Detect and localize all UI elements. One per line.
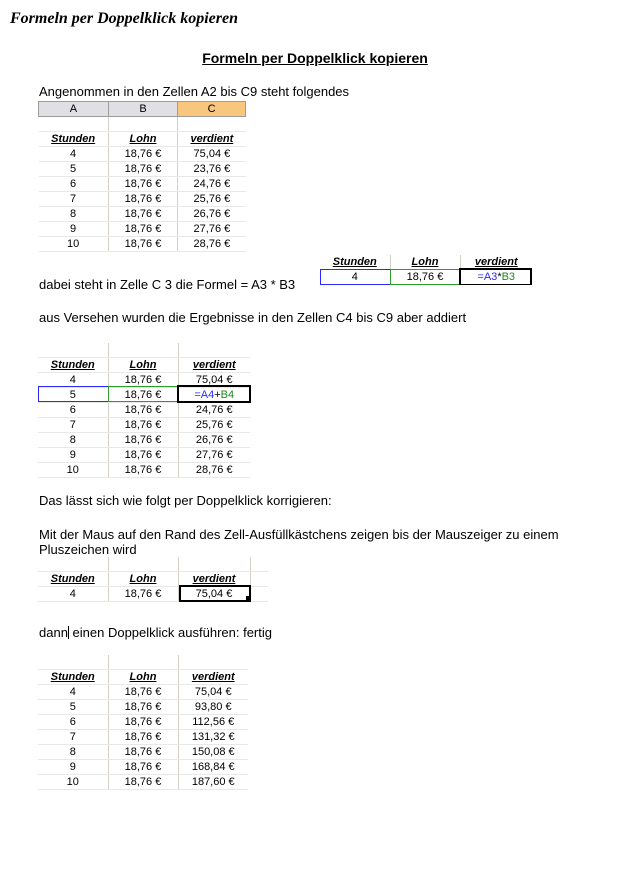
table-header-row: Stunden Lohn verdient: [38, 670, 248, 685]
final-paragraph: dann einen Doppelklick ausführen: fertig: [39, 625, 272, 640]
table-row: 4 18,76 € 75,04 €: [38, 587, 268, 602]
selection-a4: [38, 386, 109, 402]
active-cell-c4: [177, 385, 251, 403]
table-header-row: Stunden Lohn verdient: [320, 255, 532, 270]
table-row: 7 18,76 € 25,76 €: [38, 418, 250, 433]
spreadsheet-table-1: [38, 101, 246, 252]
mistake-paragraph: aus Versehen wurden die Ergebnisse in den Zellen C4 bis C9 aber addiert: [39, 310, 467, 325]
table-header-row: Stunden Lohn verdient: [38, 572, 268, 587]
cell-c3-value[interactable]: 75,04 €: [178, 587, 250, 602]
cell-c3-formula[interactable]: =A3*B3: [460, 270, 532, 285]
spreadsheet-table-result: [38, 655, 248, 790]
formula-paragraph: dabei steht in Zelle C 3 die Formel = A3 * B3: [39, 277, 296, 292]
empty-row: [38, 655, 248, 670]
table-row: 10 18,76 € 187,60 €: [38, 775, 248, 790]
cropped-row: [320, 285, 532, 288]
table-header-row: Stunden Lohn verdient: [38, 358, 250, 373]
column-header-b[interactable]: B: [108, 102, 178, 117]
active-cell-c3: [459, 268, 532, 286]
table-row: 8 18,76 € 26,76 €: [38, 433, 250, 448]
empty-row: [38, 343, 250, 358]
table-row: 6 18,76 € 112,56 €: [38, 715, 248, 730]
intro-paragraph: Angenommen in den Zellen A2 bis C9 steht folgendes: [39, 84, 350, 99]
instruction-paragraph: Mit der Maus auf den Rand des Zell-Ausfüllkästchens zeigen bis der Mauszeiger zu einem Pluszeichen wird: [39, 527, 559, 557]
table-row: 7 18,76 € 25,76 €: [39, 192, 246, 207]
table-row: 5 18,76 € =A4+B4: [38, 388, 250, 403]
page-header: Formeln per Doppelklick kopieren: [10, 10, 238, 27]
header-stunden: Stunden: [39, 132, 109, 147]
fill-handle[interactable]: [246, 596, 251, 601]
column-header-a[interactable]: A: [39, 102, 109, 117]
table-row: 4 18,76 € 75,04 €: [38, 685, 248, 700]
table-row: 5 18,76 € 23,76 €: [39, 162, 246, 177]
fix-paragraph: Das lässt sich wie folgt per Doppelklick korrigieren:: [39, 493, 332, 508]
document-title: Formeln per Doppelklick kopieren: [202, 50, 428, 66]
column-header-row: [39, 102, 246, 117]
selection-a3: [320, 269, 391, 285]
table-row: 4 18,76 € 75,04 €: [38, 373, 250, 388]
cell-c4-formula[interactable]: =A4+B4: [178, 388, 250, 403]
table-row: 6 18,76 € 24,76 €: [38, 403, 250, 418]
empty-row: [38, 557, 268, 572]
table-row: 8 18,76 € 150,08 €: [38, 745, 248, 760]
text-cursor: [68, 626, 69, 639]
table-row: 9 18,76 € 27,76 €: [39, 222, 246, 237]
cell-b3[interactable]: 18,76 €: [390, 270, 460, 285]
table-row: 10 18,76 € 28,76 €: [39, 237, 246, 252]
table-header-row: [39, 132, 246, 147]
cell-a3[interactable]: 4: [320, 270, 390, 285]
table-row: 4 18,76 € 75,04 €: [39, 147, 246, 162]
empty-row: [39, 117, 246, 132]
active-cell-fill: [179, 585, 251, 602]
table-row: 9 18,76 € 27,76 €: [38, 448, 250, 463]
header-lohn: Lohn: [108, 132, 178, 147]
column-header-c[interactable]: C: [178, 102, 246, 117]
selection-b4: [108, 386, 178, 402]
table-row: 9 18,76 € 168,84 €: [38, 760, 248, 775]
header-verdient: verdient: [178, 132, 246, 147]
table-row: 8 18,76 € 26,76 €: [39, 207, 246, 222]
table-row: 5 18,76 € 93,80 €: [38, 700, 248, 715]
table-row: 6 18,76 € 24,76 €: [39, 177, 246, 192]
table-row: 10 18,76 € 28,76 €: [38, 463, 250, 478]
selection-b3: [390, 269, 460, 285]
table-row: 7 18,76 € 131,32 €: [38, 730, 248, 745]
spreadsheet-table-2: [38, 343, 250, 478]
